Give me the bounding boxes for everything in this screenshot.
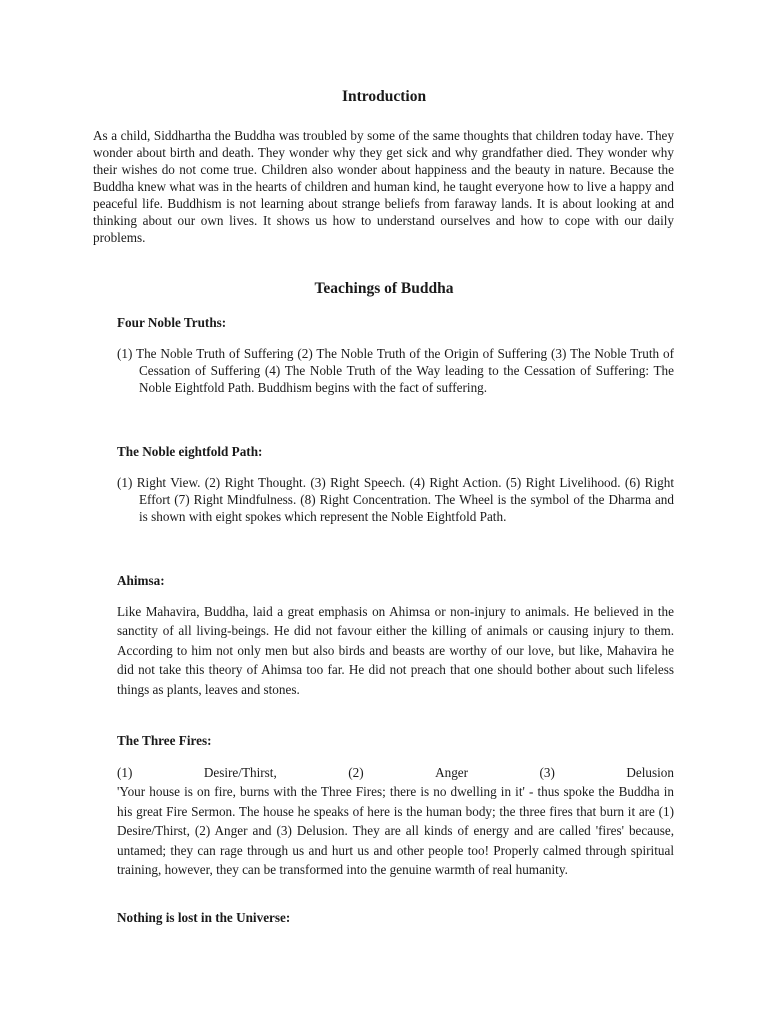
ahimsa-heading: Ahimsa: [117,573,165,588]
introduction-title: Introduction [341,88,427,105]
three-fires-list-item: Delusion [626,765,674,780]
four-noble-truths-heading: Four Noble Truths: [117,315,227,330]
three-fires-list [117,763,674,782]
three-fires-block [117,763,674,879]
three-fires-list-item: (1) [117,765,133,780]
four-noble-truths-text: (1) The Noble Truth of Suffering (2) The Noble Truth of the Origin of Suffering (3) The Noble Truth of Cessation of Suffering (4) The Noble Truth of the Way leading to the Cessation of Suffering: The Noble Eightfold Path. Buddhism begins with the fact of suffering. [117,346,674,395]
teachings-title: Teachings of Buddha [314,280,454,297]
three-fires-list-item: (3) [539,765,555,780]
eightfold-path-text: (1) Right View. (2) Right Thought. (3) Right Speech. (4) Right Action. (5) Right Livelihood. (6) Right Effort (7) Right Mindfulness. (8) Right Concentration. The Wheel is the symbol of the Dharma and is shown with eight spokes which represent the Noble Eightfold Path. [117,475,674,524]
three-fires-list-item: Anger [435,765,469,780]
three-fires-paragraph: 'Your house is on fire, burns with the Three Fires; there is no dwelling in it' - thus spoke the Buddha in his great Fire Sermon. The house he speaks of here is the human body; the three fires that burn it are (1) Desire/Thirst, (2) Anger and (3) Delusion. They are all kinds of energy and are called 'fires' because, untamed; they can rage through us and hurt us and other people too! Properly calmed through spiritual training, however, they can be transformed into the genuine warmth of real humanity. [117,784,674,878]
nothing-lost-heading: Nothing is lost in the Universe: [117,910,291,925]
three-fires-list-item: Desire/Thirst, [203,765,277,780]
three-fires-list-item: (2) [348,765,364,780]
eightfold-path-heading: The Noble eightfold Path: [117,444,263,459]
introduction-paragraph: As a child, Siddhartha the Buddha was troubled by some of the same thoughts that children today have. They wonder about birth and death. They wonder why they get sick and why grandfather died. They wonder why their wishes do not come true. Children also wonder about happiness and the beauty in nature. Because the Buddha knew what was in the hearts of children and human kind, he taught everyone how to live a happy and peaceful life. Buddhism is not learning about strange beliefs from faraway lands. It is about looking at and thinking about our own lives. It shows us how to understand ourselves and how to cope with our daily problems. [93,128,674,245]
ahimsa-paragraph: Like Mahavira, Buddha, laid a great emphasis on Ahimsa or non-injury to animals. He believed in the sanctity of all living-beings. He did not favour either the killing of animals or causing injury to them. According to him not only men but also birds and beasts are worthy of our love, but like, Mahavira he did not take this theory of Ahimsa too far. He did not preach that one should bother about such lifeless things as plants, leaves and stones. [117,604,674,697]
three-fires-heading: The Three Fires: [117,733,212,748]
